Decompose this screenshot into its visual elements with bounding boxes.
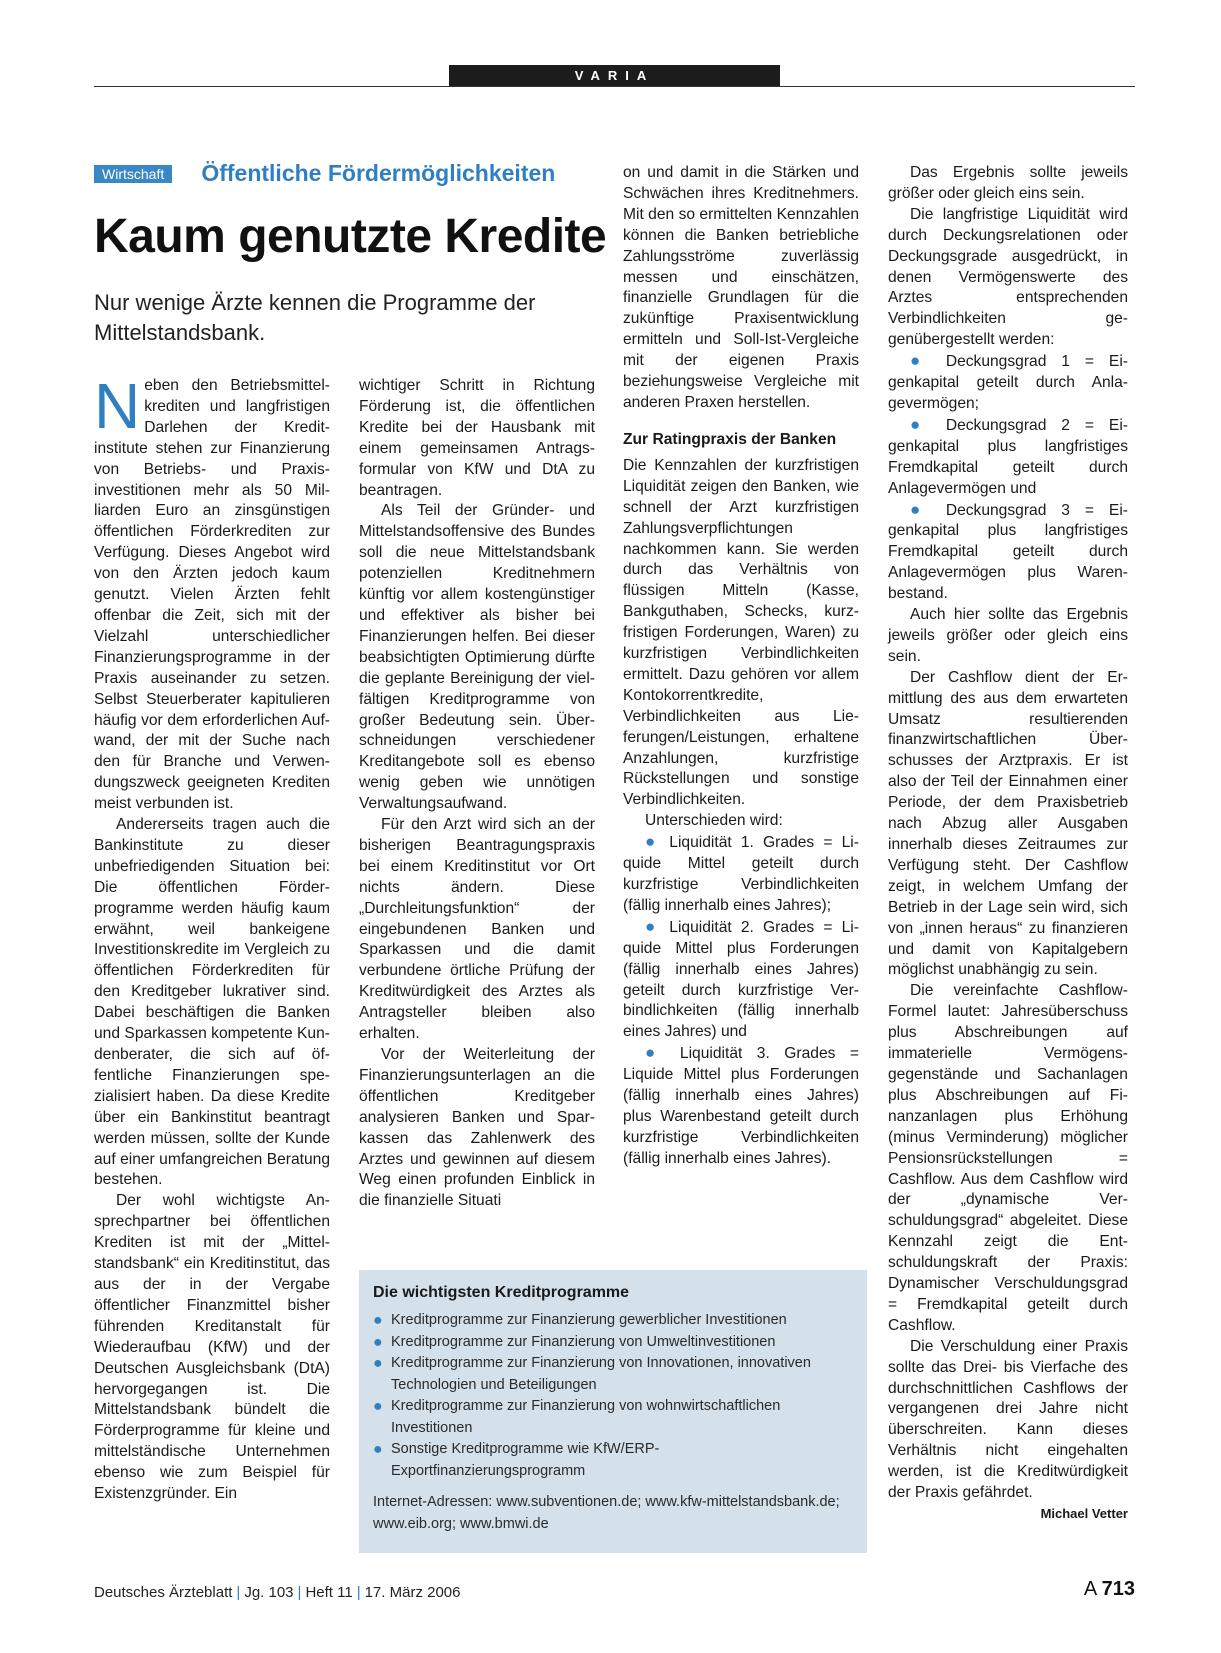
column-2 [359, 376, 595, 1212]
paragraph: Die vereinfachte Cashflow-Formel lautet: Jahresüberschuss plus Abschreibungen auf immaterielle Vermögensgegenstände und Sachanlagen plus Abschreibungen auf Finanzanlagen plus Erhöhung (minus Verminderung) möglicher Pensionsrückstellungen = Cashflow. Aus dem Cashflow wird der „dynamische Verschuldungsgrad“ abgeleitet. Diese Kennzahl zeigt die Entschuldungskraft der Praxis: Dynamischer Verschuldungsgrad = Fremdkapital geteilt durch Cashflow. [888, 982, 1128, 1334]
bullet-icon: ● [373, 1355, 383, 1372]
headline: Kaum genutzte Kredite [94, 210, 607, 263]
bullet-text: Deckungsgrad 1 = Eigenkapital geteilt durch Anlagevermögen; [888, 353, 1128, 412]
list-item-text: Sonstige Kreditprogramme wie KfW/ERP-Exportfinanzierungsprogramm [391, 1441, 660, 1479]
author: Michael Vetter [1040, 1506, 1128, 1521]
info-box-links: Internet-Adressen: www.subventionen.de; www.kfw-mittelstandsbank.de; www.eib.org; www.bmwi.de [373, 1494, 840, 1532]
paragraph: Als Teil der Gründer- und Mittelstandsoffensive des Bundes soll die neue Mittelstandsbank potenziellen Kreditnehmern künftig vor allem kostengünstiger und effektiver als bisher bei Finanzierungen helfen. Bei dieser beabsichtigten Optimierung dürfte die geplante Bereinigung der vielfältigen Kreditprogramme von großer Bedeutung sein. Überschneidungen verschiedener Kreditangebote soll es ebenso wenig geben wie unnötigen Verwaltungsaufwand. [359, 502, 595, 813]
page-number-value: 713 [1101, 1578, 1135, 1600]
paragraph: Andererseits tragen auch die Bankinstitute zu dieser unbefriedigenden Situation bei: Die öffentlichen Förderprogramme werden häufig kaum erwähnt, weil bankeigene Investitionskredite im Vergleich zu öffentlichen Förderkrediten für den Kreditgeber lukrativer sind. Dabei beschäftigen die Banken und Sparkassen kompetente Kundenberater, die sich auf öffentliche Finanzierungen spezialisiert haben. Da diese Kredite über ein Bankinstitut beantragt werden müssen, sollte der Kunde auf einer umfangreichen Beratung bestehen. [94, 816, 330, 1189]
bullet-icon: ● [910, 499, 931, 519]
bullet-text: Liquidität 3. Grades = Liquide Mittel plus Forderungen (fällig innerhalb eines Jahres) plus Warenbestand geteilt durch kurzfristige Verbindlichkeiten (fällig innerhalb eines Jahres). [623, 1045, 859, 1167]
info-box-title: Die wichtigsten Kreditprogramme [373, 1284, 630, 1301]
bullet-item [623, 832, 859, 917]
bullet-icon: ● [373, 1312, 383, 1329]
list-item-text: Kreditprogramme zur Finanzierung von wohnwirtschaftlichen Investitionen [391, 1398, 781, 1436]
bullet-item [888, 500, 1128, 606]
bullet-icon: ● [645, 832, 661, 852]
list-item [373, 1396, 853, 1439]
volume: Jg. 103 [244, 1584, 294, 1601]
paragraph: on und damit in die Stärken und Schwächen ihres Kreditnehmers. Mit den so ermittelten Kennzahlen können die Banken betriebliche Zahlungsströme zuverlässig messen und einschätzen, finanzielle Grundlagen für die zukünftige Praxisentwicklung ermitteln und Soll-Ist-Vergleiche mit der eigenen Praxis beziehungsweise Vergleiche mit anderen Praxen herstellen. [623, 164, 859, 411]
bullet-text: Liquidität 2. Grades = Liquide Mittel plus Forderungen (fällig innerhalb eines Jahres) geteilt durch kurzfristige Verbindlichkeiten (fällig innerhalb eines Jahres) und [623, 918, 859, 1041]
paragraph-text: eben den Betriebsmittelkrediten und langfristigen Darlehen der Kreditinstitute stehen zur Finanzierung von Betriebs- und Praxisinvestitionen mehr als 50 Milliarden Euro an zinsgünstigen öffentlichen Förderkrediten zur Verfügung. Dieses Angebot wird von den Ärzten jedoch kaum genutzt. Vielen Ärzten fehlt offenbar die Zeit, sich mit der Vielzahl unterschiedlicher Finanzierungsprogramme in der Praxis auseinander zu setzen. Selbst Steuerberater kapitulieren häufig vor dem erforderlichen Aufwand, der mit der Suche nach den für Branche und Verwendungszweck geeigneten Krediten meist verbunden ist. [94, 377, 330, 813]
journal-name: Deutsches Ärzteblatt [94, 1584, 233, 1601]
paragraph: Für den Arzt wird sich an der bisherigen Beantragungspraxis bei einem Kreditinstitut vor Ort nichts ändern. Diese „Durchleitungsfunktion“ der eingebundenen Banken und Sparkassen und die damit verbundene örtliche Prüfung der Kreditwürdigkeit des Arztes als Antragsteller bleiben also erhalten. [359, 816, 595, 1043]
paragraph: Die langfristige Liquidität wird durch Deckungsrelationen oder Deckungsgrade ausgedrückt, in denen Vermögenswerte des Arztes entsprechenden Verbindlichkeiten gegenübergestellt werden: [888, 205, 1128, 349]
paragraph: Die Kennzahlen der kurzfristigen Liquidität zeigen den Banken, wie schnell der Arzt kurzfristigen Zahlungsverpflichtungen nachkommen kann. Sie werden durch das Verhältnis von flüssigen Mitteln (Kasse, Bankguthaben, Schecks, kurzfristigen Forderungen, Waren) zu kurzfristigen Verbindlichkeiten ermittelt. Dazu gehören vor allem Kontokorrentkredite, Verbindlichkeiten aus Lieferungen/Leistungen, erhaltene Anzahlungen, kurzfristige Rückstellungen und sonstige Verbindlichkeiten. [623, 456, 859, 809]
column-3 [623, 163, 859, 1170]
paragraph: Der wohl wichtigste Ansprechpartner bei öffentlichen Krediten ist mit der „Mittelstandsbank“ ein Kreditinstitut, das aus der in der Vergabe öffentlicher Finanzmittel bisher führenden Kreditanstalt für Wiederaufbau (KfW) und der Deutschen Ausgleichsbank (DtA) hervorgegangen ist. Die Mittelstandsbank bündelt die Förderprogramme für kleine und mittelständische Unternehmen ebenso wie zum Beispiel für Existenzgründer. Ein [94, 1192, 330, 1503]
page-number [1080, 1578, 1135, 1601]
issue: Heft 11 [305, 1584, 353, 1601]
info-box [359, 1270, 867, 1553]
list-item [373, 1310, 853, 1332]
paragraph: wichtiger Schritt in Richtung Förderung ist, die öffentlichen Kredite bei der Hausbank mit einem gemeinsamen Antragsformular von KfW und DtA zu beantragen. [359, 377, 595, 499]
separator: | [356, 1584, 361, 1601]
dropcap: N [94, 370, 141, 442]
header-rule [94, 86, 1135, 87]
bullet-text: Liquidität 1. Grades = Liquide Mittel geteilt durch kurzfristige Verbindlichkeiten (fällig innerhalb eines Jahres); [623, 834, 859, 914]
subheading: Zur Ratingpraxis der Banken [623, 430, 837, 448]
paragraph: Unterschieden wird: [645, 812, 783, 830]
bullet-item [623, 1043, 859, 1169]
subhead: Nur wenige Ärzte kennen die Programme der Mittelstandsbank. [94, 290, 536, 345]
paragraph: Auch hier sollte das Ergebnis jeweils größer oder gleich eins sein. [888, 606, 1128, 665]
paragraph-text: Die Verschuldung einer Praxis sollte das Drei- bis Vierfache des durchschnittlichen Cashflows der vergangenen drei Jahre nicht überschreiten. Kann dieses Verhältnis nicht eingehalten werden, ist die Kreditwürdigkeit der Praxis gefährdet. [888, 1337, 1128, 1502]
bullet-icon: ● [645, 916, 661, 936]
bullet-icon: ● [373, 1398, 383, 1415]
bullet-icon: ● [373, 1333, 383, 1351]
list-item-text: Kreditprogramme zur Finanzierung von Umweltinvestitionen [391, 1333, 776, 1350]
bullet-text: Deckungsgrad 2 = Eigenkapital plus langfristiges Fremdkapital geteilt durch Anlagevermögen und [888, 416, 1128, 497]
kicker-row [94, 160, 555, 187]
bullet-icon: ● [910, 414, 931, 434]
list-item [373, 1353, 853, 1396]
bullet-item [888, 415, 1128, 500]
bullet-text: Deckungsgrad 3 = Eigenkapital plus langfristiges Fremdkapital geteilt durch Anlagevermögen plus Warenbestand. [888, 501, 1128, 603]
column-1 [94, 370, 330, 1505]
issue-date: 17. März 2006 [364, 1584, 461, 1601]
column-4 [888, 163, 1128, 1525]
bullet-item [888, 351, 1128, 415]
separator: | [236, 1584, 241, 1601]
footer [94, 1584, 460, 1601]
separator: | [297, 1584, 302, 1601]
list-item [373, 1332, 853, 1354]
list-item-text: Kreditprogramme zur Finanzierung gewerblicher Investitionen [391, 1312, 787, 1328]
paragraph [94, 370, 330, 815]
bullet-icon: ● [645, 1043, 666, 1063]
info-box-list [373, 1310, 853, 1482]
paragraph: Der Cashflow dient der Ermittlung des aus dem erwarteten Umsatz resultierenden finanzwirtschaftlichen Überschusses der Arztpraxis. Er ist also der Teil der Einnahmen einer Periode, der dem Praxisbetrieb nach Abzug aller Ausgaben innerhalb dieses Zeitraumes zur Verfügung steht. Der Cashflow zeigt, in welchem Umfang der Betrieb in der Lage sein wird, sich von „innen heraus“ zu finanzieren und damit von Kapitalgebern möglichst unabhängig zu sein. [888, 668, 1128, 979]
paragraph [888, 1337, 1128, 1521]
bullet-icon: ● [910, 351, 931, 371]
list-item-text: Kreditprogramme zur Finanzierung von Innovationen, innovativen Technologien und Beteiligungen [391, 1355, 811, 1393]
section-header: VARIA [449, 65, 780, 86]
paragraph: Vor der Weiterleitung der Finanzierungsunterlagen an die öffentlichen Kreditgeber analysieren Banken und Sparkassen das Zahlenwerk des Arztes und gewinnen auf diesem Weg einen profunden Einblick in die finanzielle Situati [359, 1046, 595, 1210]
bullet-icon: ● [373, 1441, 383, 1458]
category-tag: Wirtschaft [94, 165, 172, 183]
list-item [373, 1439, 853, 1482]
kicker: Öffentliche Fördermöglichkeiten [201, 160, 556, 186]
page-prefix: A [1083, 1578, 1097, 1600]
paragraph: Das Ergebnis sollte jeweils größer oder gleich eins sein. [888, 164, 1128, 202]
bullet-item [623, 917, 859, 1043]
